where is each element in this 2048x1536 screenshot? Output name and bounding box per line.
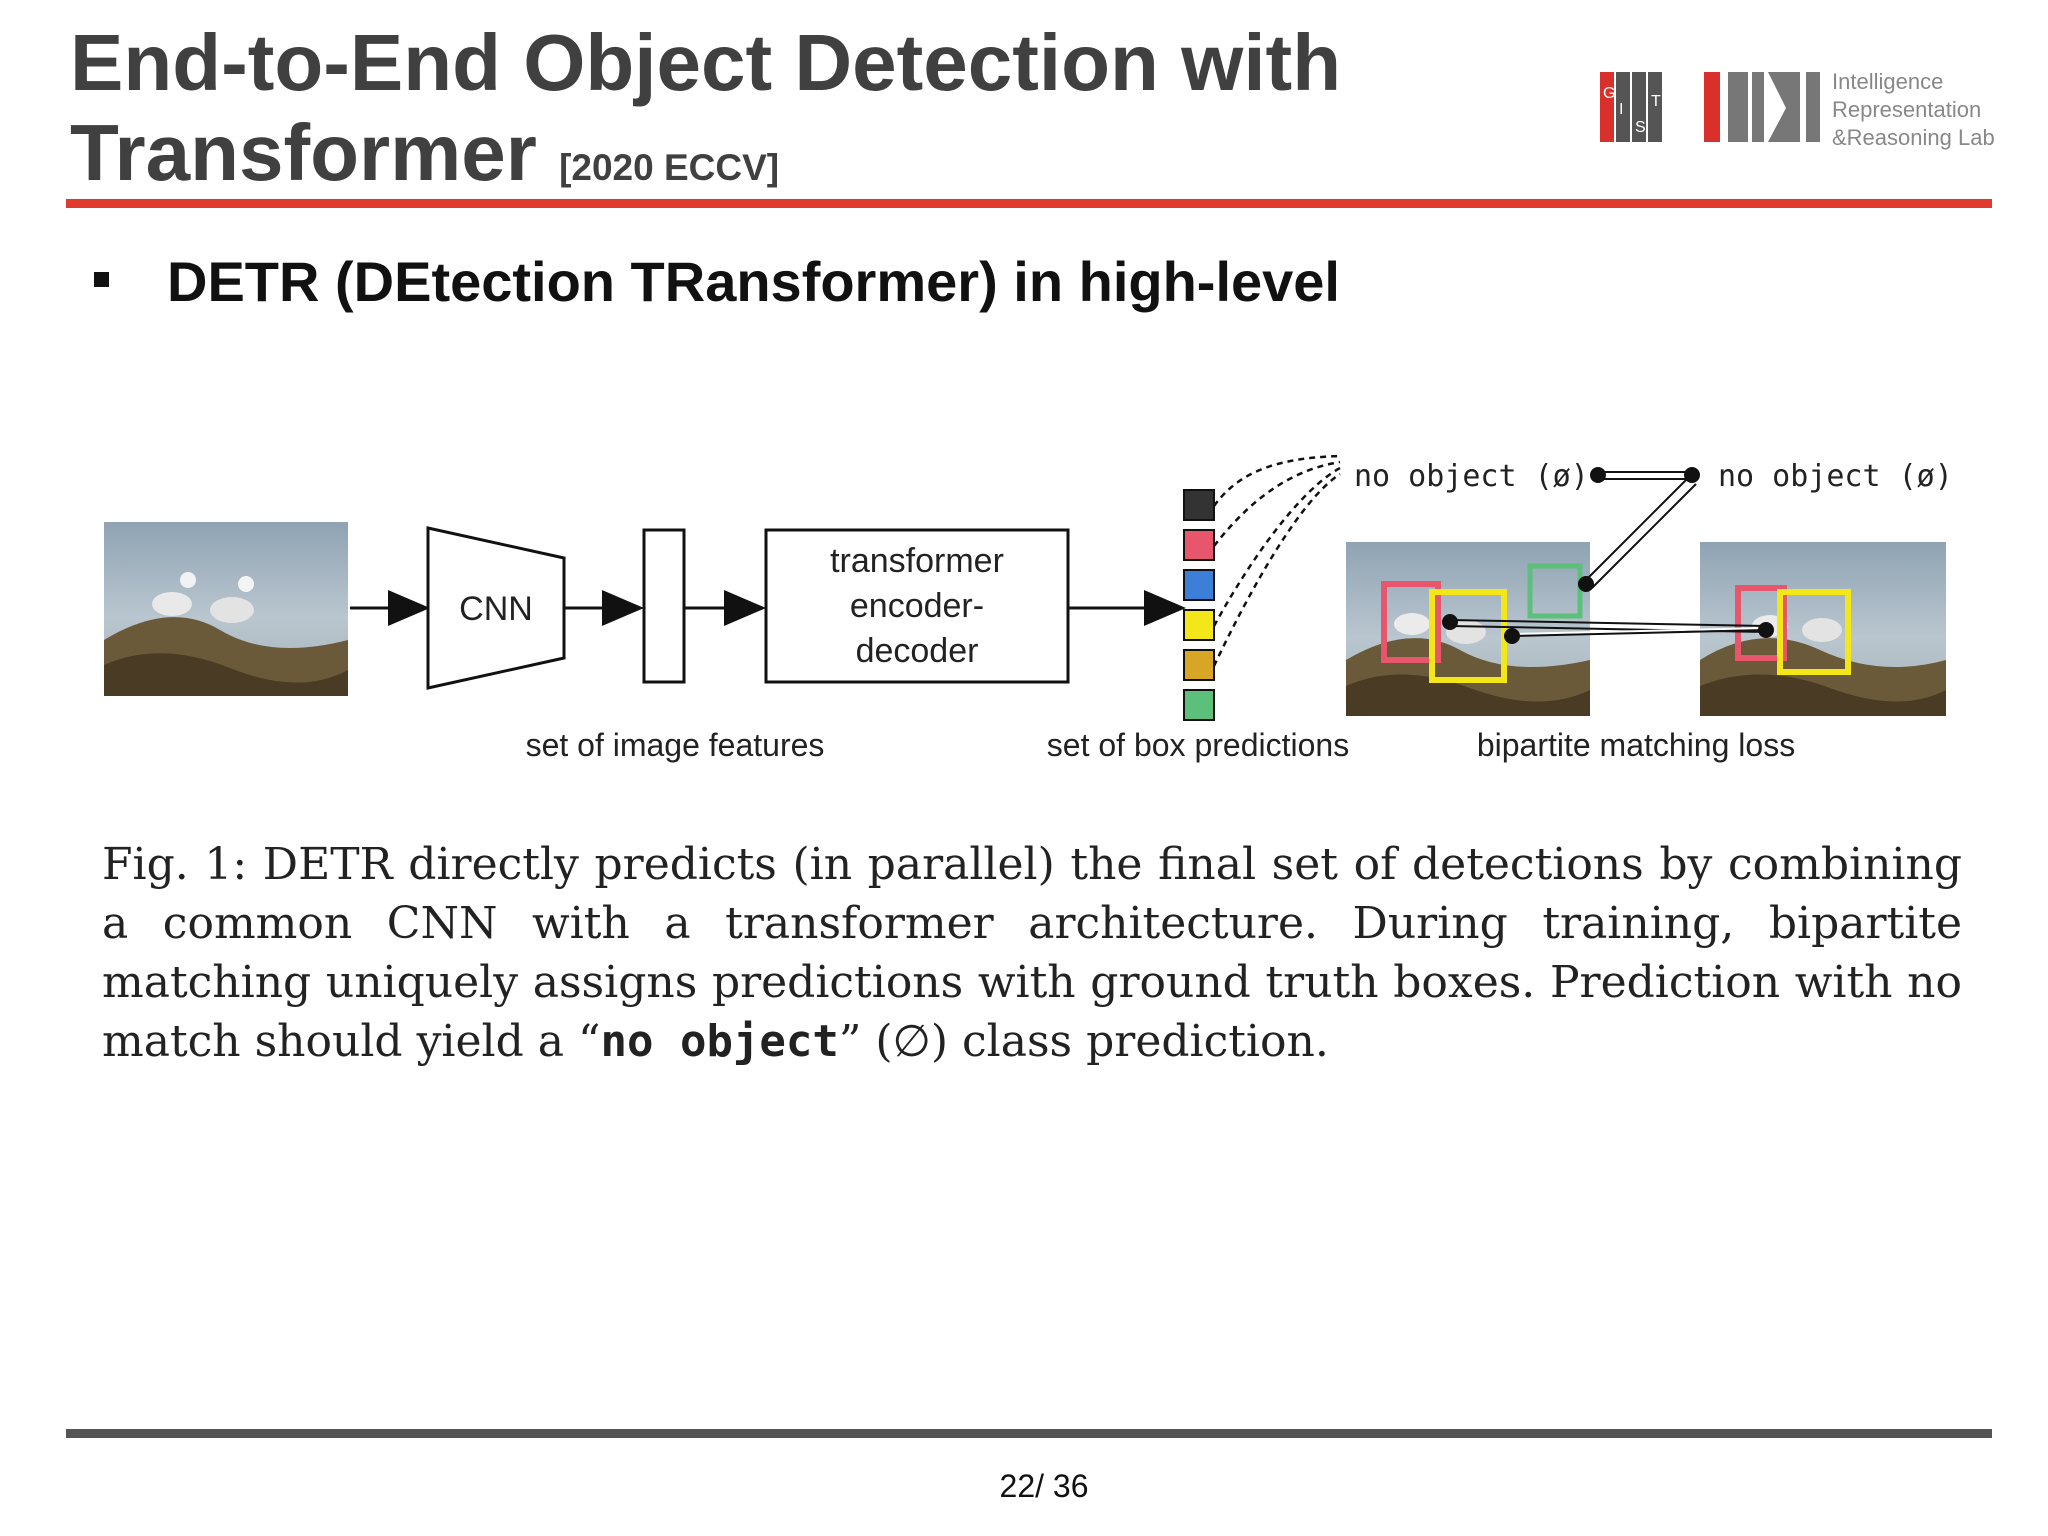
box-prediction-square: [1184, 650, 1214, 680]
box-prediction-square: [1184, 490, 1214, 520]
no-object-right-label: no object (ø): [1718, 459, 1953, 494]
logo-line-3: &Reasoning Lab: [1832, 125, 1995, 150]
label-bipartite-matching: bipartite matching loss: [1476, 727, 1796, 763]
title-line-2: Transformer: [70, 108, 537, 197]
bullet-square-icon: [94, 272, 109, 287]
caption-no-object: no object: [600, 1016, 839, 1067]
transformer-block: [766, 530, 1068, 682]
box-prediction-square: [1184, 530, 1214, 560]
title-line-1: End-to-End Object Detection with: [70, 18, 1342, 107]
label-image-features: set of image features: [525, 727, 825, 763]
logo-line-2: Representation: [1832, 97, 1982, 122]
logo-letter-i: I: [1619, 101, 1624, 118]
box-prediction-square: [1184, 570, 1214, 600]
logo-text: [1832, 68, 1995, 152]
box-prediction-square: [1184, 690, 1214, 720]
image-features-block: [644, 530, 684, 682]
predicted-boxes-photo: [1346, 542, 1590, 716]
footer-rule: [66, 1429, 1992, 1438]
logo-line-1: Intelligence: [1832, 69, 1944, 94]
transformer-line-3: decoder: [855, 632, 979, 670]
cnn-block: [428, 528, 564, 688]
box-prediction-squares: [1184, 490, 1214, 720]
transformer-line-2: encoder-: [849, 587, 985, 625]
input-photo-gulls: [104, 522, 348, 696]
no-object-left-label: no object (ø): [1354, 459, 1589, 494]
box-prediction-square: [1184, 610, 1214, 640]
logo-letter-g: G: [1603, 85, 1616, 102]
label-box-predictions: set of box predictions: [1046, 727, 1350, 763]
title-underline: [66, 199, 1992, 208]
figure-caption: [102, 835, 1962, 1071]
gist-iir-logo-mark: [1600, 66, 1830, 162]
detr-pipeline-diagram: [0, 440, 2048, 800]
bullet-text: DETR (DEtection TRansformer) in high-level: [167, 250, 1340, 313]
transformer-line-1: transformer: [830, 542, 1004, 580]
page-number: 22/ 36: [999, 1468, 1089, 1504]
cnn-label: CNN: [459, 590, 533, 628]
caption-part-1: Fig. 1: DETR directly predicts (in parallel) the final set of detections by combining a common CNN with a transformer architecture. During training, bipartite matching uniquely assigns predictions with ground truth boxes. Prediction with no match should yield a “: [102, 839, 1962, 1067]
venue-tag: [2020 ECCV]: [559, 147, 780, 188]
caption-part-2: ” (∅) class prediction.: [838, 1016, 1329, 1067]
logo-letter-s: S: [1635, 119, 1646, 136]
slide-title: [70, 18, 1341, 213]
logo-letter-t: T: [1651, 93, 1661, 110]
